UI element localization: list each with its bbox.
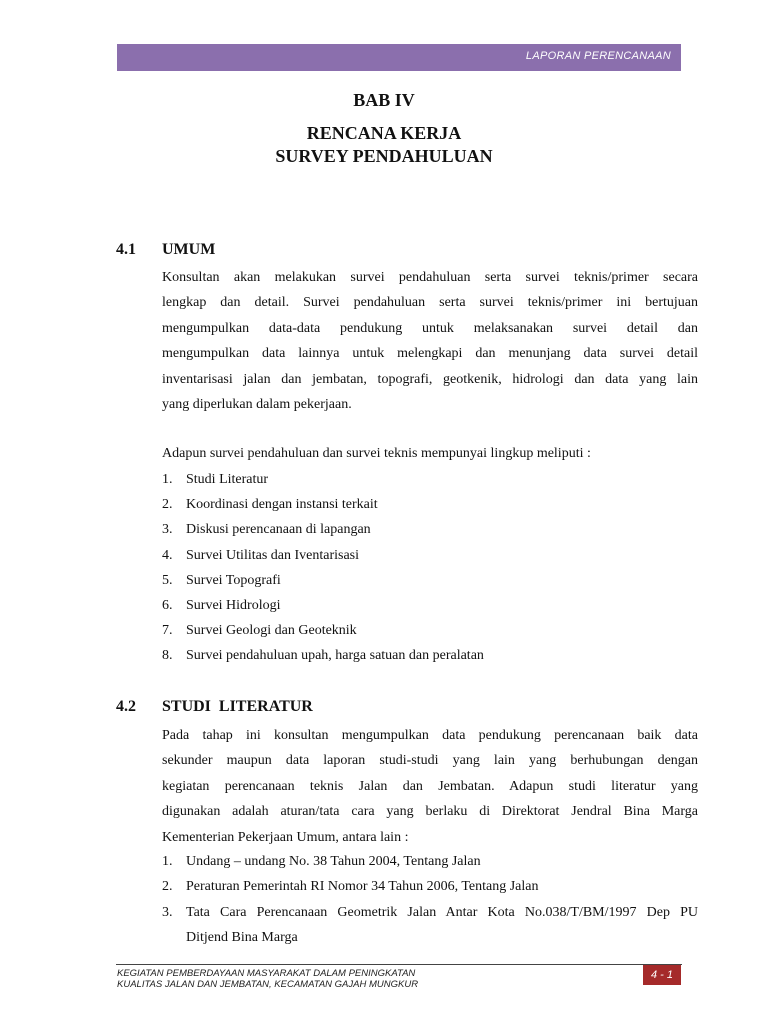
list-item-number: 8. [162, 648, 173, 664]
section-paragraph [162, 265, 698, 417]
list-item-text: Undang – undang No. 38 Tahun 2004, Tentang Jalan [186, 854, 481, 869]
footer-divider [116, 964, 682, 965]
list-item [162, 849, 702, 874]
list-item [162, 517, 702, 542]
list-item-line: Ditjend Bina Marga [186, 930, 298, 946]
list-intro: Adapun survei pendahuluan dan survei teknis mempunyai lingkup meliputi : [162, 446, 591, 461]
list-item-number: 5. [162, 572, 173, 588]
paragraph-line: inventarisasi jalan dan jembatan, topografi, geotkenik, hidrologi dan data yang lain [162, 371, 698, 387]
list-item-number: 2. [162, 879, 173, 895]
list-item-line: Tata Cara Perencanaan Geometrik Jalan Antar Kota No.038/T/BM/1997 Dep PU [186, 905, 698, 920]
footer-line2: KUALITAS JALAN DAN JEMBATAN, KECAMATAN GAJAH MUNGKUR [117, 979, 419, 990]
header-label: LAPORAN PERENCANAAN [525, 50, 671, 62]
page-number: 4 - 1 [643, 965, 681, 985]
list-item-text: Peraturan Pemerintah RI Nomor 34 Tahun 2006, Tentang Jalan [186, 879, 539, 895]
chapter-number: BAB IV [353, 90, 415, 110]
paragraph-line: mengumpulkan data-data pendukung untuk melaksanakan survei detail dan [162, 320, 698, 336]
list-item-number: 7. [162, 623, 173, 639]
chapter-title-line1: RENCANA KERJA [306, 123, 462, 143]
regulation-list [162, 849, 702, 899]
list-item [162, 874, 702, 899]
list-item [162, 467, 702, 492]
list-item [162, 618, 702, 643]
paragraph-line: kegiatan perencanaan teknis Jalan dan Jembatan. Adapun studi literatur yang [162, 778, 698, 794]
list-item-number: 4. [162, 547, 173, 563]
list-item-text [186, 900, 698, 951]
paragraph-line: mengumpulkan data lainnya untuk melengkapi dan menunjang data survei detail [162, 346, 698, 362]
paragraph-line: Konsultan akan melakukan survei pendahuluan serta survei teknis/primer secara [162, 270, 698, 285]
list-item-text: Survei Utilitas dan Iventarisasi [186, 547, 360, 563]
list-item-text: Survei Topografi [186, 572, 281, 588]
chapter-title-line2: SURVEY PENDAHULUAN [275, 146, 493, 166]
paragraph-line: yang diperlukan dalam pekerjaan. [162, 396, 352, 412]
list-item-number: 6. [162, 597, 173, 613]
paragraph-line: Pada tahap ini konsultan mengumpulkan data pendukung perencanaan baik data [162, 728, 698, 743]
list-item [162, 593, 702, 618]
paragraph-line: sekunder maupun data laporan studi-studi yang lain yang berhubungan dengan [162, 753, 698, 769]
list-item-text: Survei Geologi dan Geoteknik [186, 623, 357, 639]
list-item-text: Survei pendahuluan upah, harga satuan dan peralatan [186, 648, 484, 664]
paragraph-line: digunakan adalah aturan/tata cara yang berlaku di Direktorat Jendral Bina Marga [162, 804, 698, 820]
list-item-number: 2. [162, 497, 173, 513]
paragraph-line: Kementerian Pekerjaan Umum, antara lain : [162, 829, 409, 845]
scope-list [162, 467, 702, 669]
header-bar [117, 44, 681, 71]
list-item [162, 492, 702, 517]
section-number: 4.2 [116, 698, 136, 715]
list-item-text: Survei Hidrologi [186, 597, 281, 613]
list-item-text: Diskusi perencanaan di lapangan [186, 522, 371, 538]
list-item-number: 3. [162, 522, 173, 538]
list-item [162, 568, 702, 593]
list-item-text: Koordinasi dengan instansi terkait [186, 497, 378, 513]
footer-text [117, 968, 418, 990]
list-item [162, 543, 702, 568]
section-heading: UMUM [162, 241, 216, 258]
section-number: 4.1 [116, 241, 136, 258]
list-item-number: 3. [162, 905, 173, 920]
paragraph-line: lengkap dan detail. Survei pendahuluan serta survei teknis/primer ini bertujuan [162, 295, 698, 311]
list-item-number: 1. [162, 472, 173, 487]
section-heading: STUDI LITERATUR [162, 698, 313, 715]
list-item [162, 643, 702, 668]
footer-line1: KEGIATAN PEMBERDAYAAN MASYARAKAT DALAM PENINGKATAN [117, 968, 416, 979]
list-item-text: Studi Literatur [186, 472, 269, 487]
section-paragraph [162, 723, 698, 850]
list-item-number: 1. [162, 854, 173, 869]
